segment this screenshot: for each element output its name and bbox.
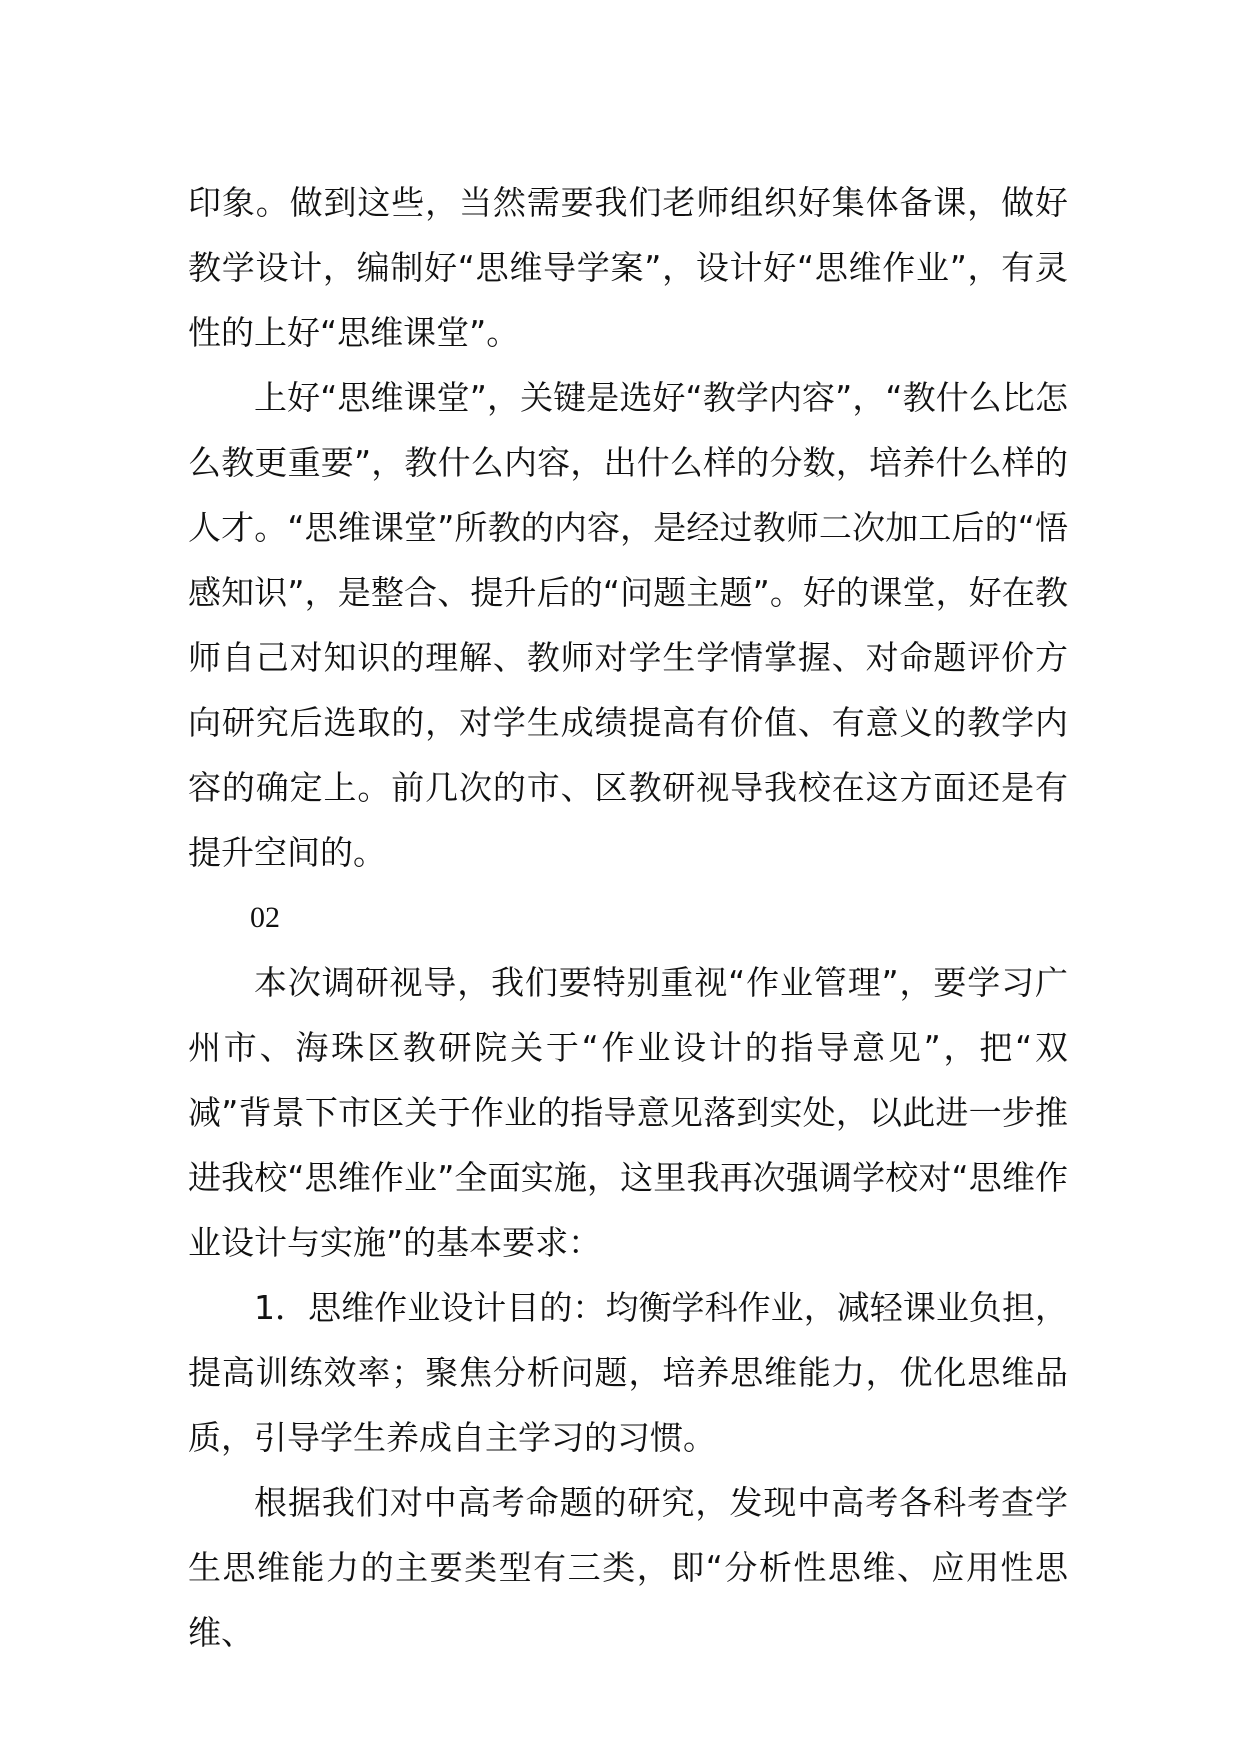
paragraph-thinking-classroom: 上好“思维课堂”，关键是选好“教学内容”，“教什么比怎么教更重要”，教什么内容，出什么样的分数，培养什么样的人才。“思维课堂”所教的内容，是经过教师二次加工后的“悟感知识”，是整合、提升后的“问题主题”。好的课堂，好在教师自己对知识的理解、教师对学生学情掌握、对命题评价方向研究后选取的，对学生成绩提高有价值、有意义的教学内容的确定上。前几次的市、区教研视导我校在这方面还是有提升空间的。 xyxy=(188,378,1068,872)
paragraph-homework-management: 本次调研视导，我们要特别重视“作业管理”，要学习广州市、海珠区教研院关于“作业设计的指导意见”，把“双减”背景下市区关于作业的指导意见落到实处，以此进一步推进我校“思维作业”全面实施，这里我再次强调学校对“思维作业设计与实施”的基本要求： xyxy=(188,963,1068,1262)
paragraph-exam-research: 根据我们对中高考命题的研究，发现中高考各科考查学生思维能力的主要类型有三类，即“分析性思维、应用性思维、 xyxy=(188,1483,1068,1652)
section-number: 02 xyxy=(250,901,280,934)
paragraph-continuation: 印象。做到这些，当然需要我们老师组织好集体备课，做好教学设计，编制好“思维导学案”，设计好“思维作业”，有灵性的上好“思维课堂”。 xyxy=(188,183,1068,352)
paragraph-homework-purpose: 1．思维作业设计目的：均衡学科作业，减轻课业负担，提高训练效率；聚焦分析问题，培养思维能力，优化思维品质，引导学生养成自主学习的习惯。 xyxy=(188,1288,1068,1457)
document-body xyxy=(188,170,1068,1665)
